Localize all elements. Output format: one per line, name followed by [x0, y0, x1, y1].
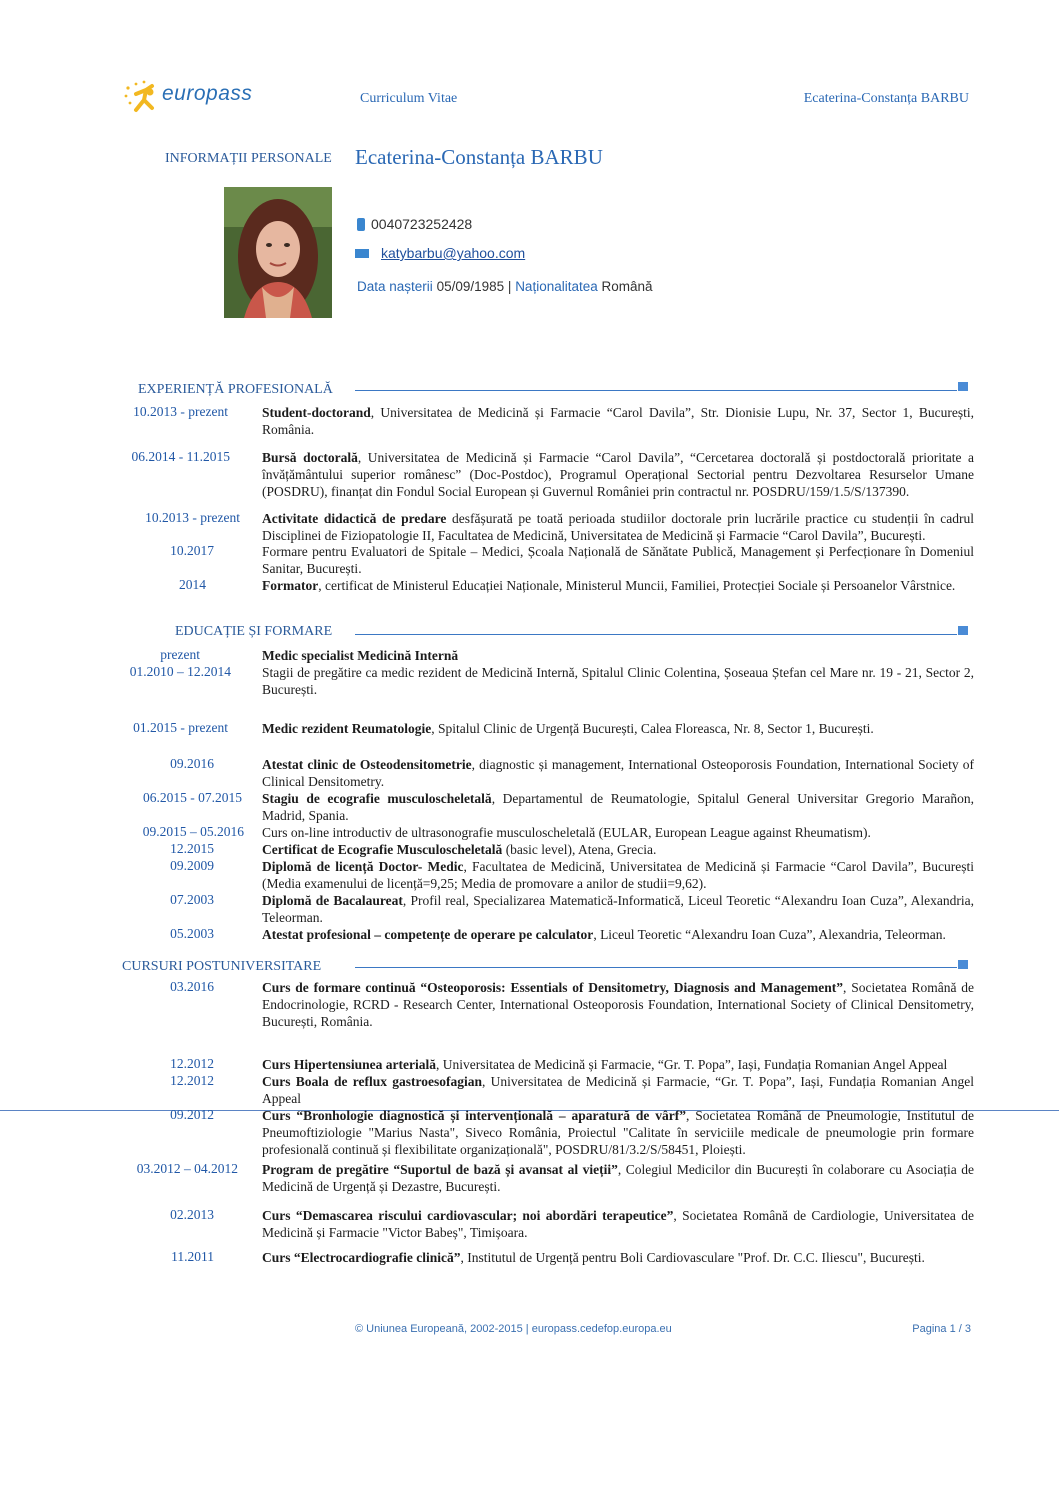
- education-entry-description: , diagnostic și management, International Osteoporosis Foundation, International Society of Clinical Densitometry.: [262, 757, 974, 789]
- courses-heading: CURSURI POSTUNIVERSITARE: [122, 959, 322, 974]
- experience-entry-date: 10.2013 - prezent: [133, 404, 228, 419]
- education-entry-title: Medic rezident Reumatologie: [262, 721, 432, 736]
- experience-entry-description: desfășurată pe toată perioada studiilor doctorale prin lucrările practice cu studenții în cadrul Disciplinei de Fiziopatologie II, Facultatea de Medicină, Universitatea de Medicină și Farmacie “Carol Davila”, București.: [262, 511, 974, 543]
- courses-entry-title: Curs “Bronhologie diagnostică și intervențională – aparatură de vârf”: [262, 1108, 687, 1123]
- profile-photo: [224, 187, 332, 318]
- education-entry-description: , Spitalul Clinic de Urgență București, Calea Floreasca, Nr. 8, Sector 1, București.: [431, 721, 874, 736]
- education-entry-date: 01.2010 – 12.2014: [129, 664, 231, 679]
- experience-entry-text: [262, 543, 974, 577]
- courses-entry-date: 03.2012 – 04.2012: [136, 1161, 238, 1176]
- courses-entry-description: , Universitatea de Medicină și Farmacie, “Gr. T. Popa”, Iași, Fundația Romanian Angel Appeal: [435, 1057, 948, 1072]
- courses-entry-date: 11.2011: [171, 1249, 214, 1264]
- education-entry-title: Stagiu de ecografie musculoscheletală: [262, 791, 492, 806]
- education-entry-description: , Liceul Teoretic “Alexandru Ioan Cuza”, Alexandria, Teleorman.: [593, 927, 946, 942]
- courses-entry-description: , Colegiul Medicilor din București în colaborare cu Asociația de Medicină de Urgență și Dezastre, București.: [262, 1162, 974, 1194]
- experience-entry-description: Formare pentru Evaluatori de Spitale – Medici, Școala Națională de Sănătate Publică, Management și Perfecționare în Domeniul Sanitar, București.: [262, 544, 974, 576]
- courses-entry-title: Curs Hipertensiunea arterială: [262, 1057, 436, 1072]
- courses-entry-text: [262, 1107, 974, 1158]
- education-entry-description: , Profil real, Specializarea Matematică-Informatică, Liceul Teoretic “Alexandru Ioan Cuza”, Alexandria, Teleorman.: [262, 893, 974, 925]
- experience-entry-text: [262, 510, 974, 544]
- experience-entry-description: , Universitatea de Medicină și Farmacie “Carol Davila”, Str. Dionisie Lupu, Nr. 37, Sector 1, București, România.: [262, 405, 974, 437]
- education-entry-title: Diplomă de Bacalaureat: [262, 893, 403, 908]
- courses-entry-title: Curs de formare continuă “Osteoporosis: Essentials of Densitometry, Diagnosis and Management”: [262, 980, 844, 995]
- envelope-icon: [355, 249, 369, 258]
- education-entry-text: [262, 841, 974, 858]
- education-entry-title: Certificat de Ecografie Musculoscheletală: [262, 842, 503, 857]
- doc-type-label: Curriculum Vitae: [360, 91, 458, 106]
- education-entry-text: [262, 720, 974, 737]
- phone-icon: [357, 218, 365, 231]
- courses-entry-description: , Societatea Română de Pneumologie, Institutul de Pneumoftiziologie "Marius Nasta", Siveco România, Proiectul "Calitate în serviciile medicale de pneumologie prin formare profesională continuă și flexibilitate organizațională", POSDRU/81/3.2/S/58451, Ploiești.: [262, 1108, 974, 1157]
- education-marker: [958, 626, 968, 635]
- courses-divider: [355, 967, 957, 968]
- courses-entry-text: [262, 979, 974, 1030]
- courses-entry-text: [262, 1207, 974, 1241]
- phone-number: 0040723252428: [371, 216, 473, 232]
- education-entry-title: Medic specialist Medicină Internă: [262, 648, 459, 663]
- courses-entry-text: [262, 1073, 974, 1107]
- education-entry-text: [262, 892, 974, 926]
- education-entry-date: prezent: [160, 647, 200, 662]
- education-entry-description: (basic level), Atena, Grecia.: [502, 842, 657, 857]
- education-entry-title: Atestat clinic de Osteodensitometrie: [262, 757, 472, 772]
- education-entry-description: Stagii de pregătire ca medic rezident de Medicină Internă, Spitalul Clinic Colentina, Șoseaua Ștefan cel Mare nr. 19 - 21, Sector 2, București.: [262, 665, 974, 697]
- education-divider: [355, 634, 957, 635]
- experience-heading: EXPERIENȚĂ PROFESIONALĂ: [138, 382, 333, 397]
- birth-date: 05/09/1985: [436, 279, 505, 294]
- birth-nationality-row: [357, 279, 653, 294]
- education-entry-date: 07.2003: [170, 892, 214, 907]
- experience-entry-date: 2014: [179, 577, 206, 592]
- education-entry-title: Diplomă de licență Doctor- Medic: [262, 859, 464, 874]
- nationality-value: Română: [601, 279, 653, 294]
- education-entry-text: [262, 664, 974, 698]
- education-entry-text: [262, 647, 974, 664]
- experience-entry-title: Student-doctorand: [262, 405, 371, 420]
- courses-entry-description: , Societatea Română de Cardiologie, Universitatea de Medicină și Farmacie "Victor Babeș", Timișoara.: [262, 1208, 974, 1240]
- europass-star-figure-icon: [122, 78, 166, 118]
- education-entry-description: , Facultatea de Medicină, Universitatea de Medicină și Farmacie “Carol Davila”, București (Media examenului de licență=9,25; Media de promovare a anilor de studii=9,62).: [262, 859, 974, 891]
- courses-entry-date: 09.2012: [170, 1107, 214, 1122]
- courses-entry-date: 12.2012: [170, 1073, 214, 1088]
- education-entry-text: [262, 858, 974, 892]
- courses-entry-text: [262, 1056, 974, 1073]
- courses-entry-date: 02.2013: [170, 1207, 214, 1222]
- experience-entry-text: [262, 577, 974, 594]
- email-link[interactable]: katybarbu@yahoo.com: [381, 245, 526, 261]
- person-name: Ecaterina-Constanța BARBU: [355, 145, 603, 169]
- education-entry-description: Curs on-line introductiv de ultrasonografie musculoscheletală (EULAR, European League against Rheumatism).: [262, 825, 871, 840]
- education-entry-text: [262, 790, 974, 824]
- experience-entry-date: 06.2014 - 11.2015: [131, 449, 230, 464]
- experience-entry-date: 10.2013 - prezent: [145, 510, 240, 525]
- education-heading: EDUCAȚIE ȘI FORMARE: [175, 624, 333, 639]
- education-entry-date: 09.2016: [170, 756, 214, 771]
- personal-info-heading: INFORMAȚII PERSONALE: [165, 151, 332, 166]
- education-entry-date: 12.2015: [170, 841, 214, 856]
- separator: |: [507, 279, 512, 294]
- experience-entry-title: Activitate didactică de predare: [262, 511, 447, 526]
- courses-entry-title: Curs Boala de reflux gastroesofagian: [262, 1074, 482, 1089]
- phone-row: [357, 216, 472, 232]
- experience-divider: [355, 390, 957, 391]
- header-name: Ecaterina-Constanța BARBU: [803, 91, 969, 106]
- nationality-label: Naționalitatea: [515, 279, 598, 294]
- courses-entry-date: 12.2012: [170, 1056, 214, 1071]
- courses-entry-text: [262, 1161, 974, 1195]
- courses-marker: [958, 960, 968, 969]
- footer-page-number: Pagina 1 / 3: [912, 1323, 971, 1335]
- education-entry-date: 06.2015 - 07.2015: [143, 790, 242, 805]
- experience-entry-text: [262, 404, 974, 438]
- experience-entry-title: Formator: [262, 578, 319, 593]
- education-entry-title: Atestat profesional – competențe de operare pe calculator: [262, 927, 594, 942]
- courses-entry-description: , Societatea Română de Endocrinologie, RCRD - Research Center, International Osteoporosis Foundation, International Society of Clinical Densitometry, București, România.: [262, 980, 974, 1029]
- logo-text: europass: [162, 82, 253, 105]
- courses-entry-description: , Universitatea de Medicină și Farmacie, “Gr. T. Popa”, Iași, Fundația Romanian Angel Appeal: [262, 1074, 974, 1106]
- experience-marker: [958, 382, 968, 391]
- education-entry-date: 09.2015 – 05.2016: [142, 824, 244, 839]
- experience-entry-text: [262, 449, 974, 500]
- education-entry-date: 01.2015 - prezent: [133, 720, 228, 735]
- courses-entry-date: 03.2016: [170, 979, 214, 994]
- experience-entry-date: 10.2017: [170, 543, 214, 558]
- experience-entry-description: , certificat de Ministerul Educației Naționale, Ministerul Muncii, Familiei, Protecției Sociale și Persoanelor Vârstnice.: [318, 578, 956, 593]
- education-entry-description: , Departamentul de Reumatologie, Spitalul General Universitar Gregorio Marañon, Madrid, Spania.: [262, 791, 974, 823]
- courses-entry-text: [262, 1249, 974, 1266]
- education-entry-date: 09.2009: [170, 858, 214, 873]
- courses-entry-title: Curs “Electrocardiografie clinică”: [262, 1250, 461, 1265]
- courses-entry-title: Curs “Demascarea riscului cardiovascular; noi abordări terapeutice”: [262, 1208, 674, 1223]
- experience-entry-description: , Universitatea de Medicină și Farmacie “Carol Davila”, “Cercetarea doctorală și postdoctorală prioritate a învățământului superior românesc” (Doc-Postdoc), Programul Operațional Sectorial pentru Dezvoltarea Resurselor Umane (POSDRU), finanțat din Fondul Social European și Guvernul României prin contractul nr. POSDRU/159/1.5/S/137390.: [262, 450, 975, 499]
- footer-copyright: © Uniunea Europeană, 2002-2015 | europass.cedefop.europa.eu: [355, 1323, 672, 1335]
- birth-label: Data nașterii: [357, 279, 433, 294]
- email-row: [355, 245, 525, 261]
- education-entry-text: [262, 756, 974, 790]
- courses-entry-title: Program de pregătire “Suportul de bază și avansat al vieții”: [262, 1162, 618, 1177]
- courses-entry-description: , Institutul de Urgență pentru Boli Cardiovasculare "Prof. Dr. C.C. Iliescu", București.: [460, 1250, 925, 1265]
- experience-entry-title: Bursă doctorală: [262, 450, 358, 465]
- education-entry-date: 05.2003: [170, 926, 214, 941]
- europass-logo: [122, 78, 262, 118]
- education-entry-text: [262, 824, 974, 841]
- education-entry-text: [262, 926, 974, 943]
